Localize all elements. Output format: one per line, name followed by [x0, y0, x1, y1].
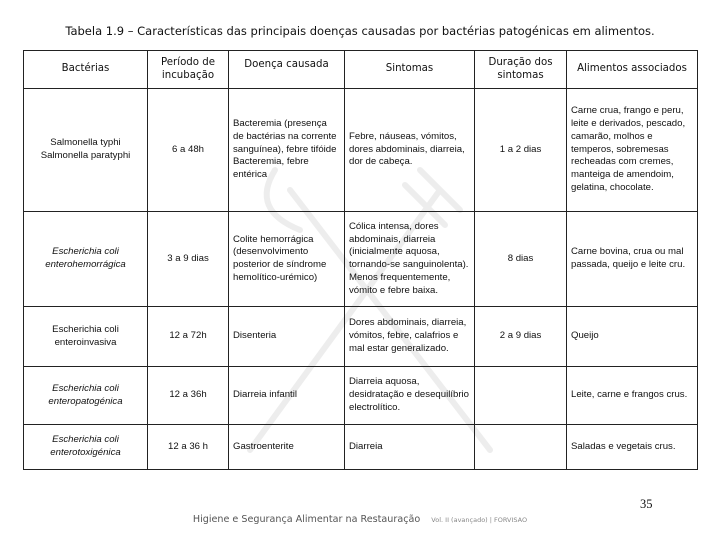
header-bacteria: Bactérias	[24, 51, 148, 89]
cell-duration	[475, 425, 567, 470]
cell-incubation: 3 a 9 dias	[148, 212, 229, 307]
cell-bacteria: Salmonella typhi Salmonella paratyphi	[24, 89, 148, 212]
cell-symptoms: Febre, náuseas, vómitos, dores abdominais, diarreia, dor de cabeça.	[345, 89, 475, 212]
cell-foods: Queijo	[567, 307, 698, 367]
bacteria-table	[23, 50, 698, 470]
cell-duration: 1 a 2 dias	[475, 89, 567, 212]
cell-symptoms: Diarreia aquosa, desidratação e desequilíbrio electrolítico.	[345, 367, 475, 425]
cell-bacteria: Escherichia coli enteropatogénica	[24, 367, 148, 425]
cell-bacteria: Escherichia coli enterotoxigénica	[24, 425, 148, 470]
cell-foods: Saladas e vegetais crus.	[567, 425, 698, 470]
cell-duration	[475, 367, 567, 425]
cell-disease: Bacteremia (presença de bactérias na corrente sanguínea), febre tifóide Bacteremia, febre entérica	[229, 89, 345, 212]
cell-disease: Disenteria	[229, 307, 345, 367]
cell-duration: 8 dias	[475, 212, 567, 307]
header-foods: Alimentos associados	[567, 51, 698, 89]
cell-bacteria: Escherichia coli enteroinvasiva	[24, 307, 148, 367]
header-disease: Doença causada	[229, 51, 345, 89]
header-duration: Duração dos sintomas	[475, 51, 567, 89]
table-row	[24, 425, 698, 470]
table-header-row	[24, 51, 698, 89]
cell-incubation: 6 a 48h	[148, 89, 229, 212]
table-row	[24, 89, 698, 212]
cell-symptoms: Cólica intensa, dores abdominais, diarreia (inicialmente aquosa, tornando-se sanguinolenta). Menos frequentemente, vómito e febre baixa.	[345, 212, 475, 307]
header-incubation: Período de incubação	[148, 51, 229, 89]
table-row	[24, 212, 698, 307]
cell-incubation: 12 a 72h	[148, 307, 229, 367]
page-footer	[0, 514, 720, 525]
cell-bacteria: Escherichia coli enterohemorrágica	[24, 212, 148, 307]
footer-subtitle: Vol. II (avançado) | FORVISAO	[431, 516, 528, 524]
cell-duration: 2 a 9 dias	[475, 307, 567, 367]
cell-disease: Gastroenterite	[229, 425, 345, 470]
table-caption: Tabela 1.9 – Características das principais doenças causadas por bactérias patogénicas em alimentos.	[65, 24, 655, 38]
cell-disease: Colite hemorrágica (desenvolvimento posterior de síndrome hemolítico-urémico)	[229, 212, 345, 307]
cell-incubation: 12 a 36 h	[148, 425, 229, 470]
cell-symptoms: Diarreia	[345, 425, 475, 470]
page-number: 35	[640, 497, 653, 511]
table-row	[24, 307, 698, 367]
cell-foods: Carne bovina, crua ou mal passada, queijo e leite cru.	[567, 212, 698, 307]
footer-title: Higiene e Segurança Alimentar na Restauração	[192, 514, 421, 525]
cell-foods: Carne crua, frango e peru, leite e derivados, pescado, camarão, molhos e temperos, sobremesas recheadas com cremes, manteiga de amendoim, gelatina, chocolate.	[567, 89, 698, 212]
table-row	[24, 367, 698, 425]
header-symptoms: Sintomas	[345, 51, 475, 89]
cell-symptoms: Dores abdominais, diarreia, vómitos, febre, calafrios e mal estar generalizado.	[345, 307, 475, 367]
cell-disease: Diarreia infantil	[229, 367, 345, 425]
cell-foods: Leite, carne e frangos crus.	[567, 367, 698, 425]
cell-incubation: 12 a 36h	[148, 367, 229, 425]
